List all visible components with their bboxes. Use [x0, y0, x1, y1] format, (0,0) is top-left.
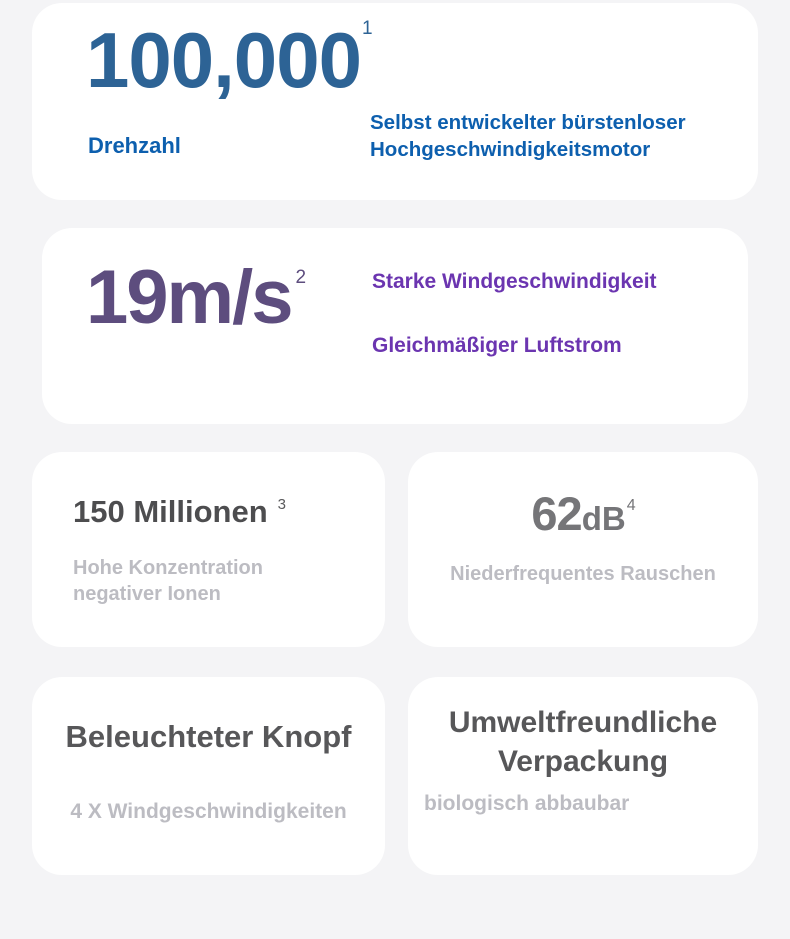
rpm-footnote-marker: 1	[361, 18, 373, 39]
card-rpm-inner	[32, 3, 758, 200]
feature-card-negative-ions	[32, 452, 385, 647]
feature-card-wind-speed	[42, 228, 748, 424]
eco-packaging-description: biologisch abbaubar	[424, 792, 630, 815]
ions-footnote-marker: 3	[277, 496, 287, 513]
eco-packaging-title: Umweltfreundliche Verpackung	[448, 706, 718, 778]
illuminated-button-description: 4 X Windgeschwindigkeiten	[70, 800, 347, 823]
rpm-description: Selbst entwickelter bürstenloser Hochgeschwindigkeitsmotor	[370, 111, 686, 162]
speed-description-line-2: Gleichmäßiger Luftstrom	[372, 334, 622, 357]
rpm-value-text: 100,000	[86, 16, 361, 104]
noise-value-number: 62	[531, 487, 582, 540]
feature-card-illuminated-button	[32, 677, 385, 875]
feature-card-eco-packaging	[408, 677, 758, 875]
illuminated-button-title: Beleuchteter Knopf	[65, 719, 352, 754]
speed-value	[86, 255, 307, 340]
noise-description: Niederfrequentes Rauschen	[450, 563, 716, 585]
feature-card-rpm	[32, 3, 758, 200]
ions-description: Hohe Konzentration negativer Ionen	[73, 557, 263, 606]
feature-card-noise-level	[408, 452, 758, 647]
card-speed-inner	[42, 228, 748, 424]
speed-description-line-1: Starke Windgeschwindigkeit	[372, 270, 657, 293]
rpm-label: Drehzahl	[88, 133, 181, 158]
rpm-value	[86, 16, 373, 104]
noise-value	[408, 486, 758, 541]
speed-value-text: 19m/s	[86, 255, 292, 340]
ions-value-text: 150 Millionen	[73, 494, 268, 529]
speed-footnote-marker: 2	[295, 267, 307, 288]
noise-footnote-marker: 4	[626, 497, 636, 514]
noise-value-unit: dB	[581, 500, 626, 537]
ions-value	[73, 494, 287, 530]
